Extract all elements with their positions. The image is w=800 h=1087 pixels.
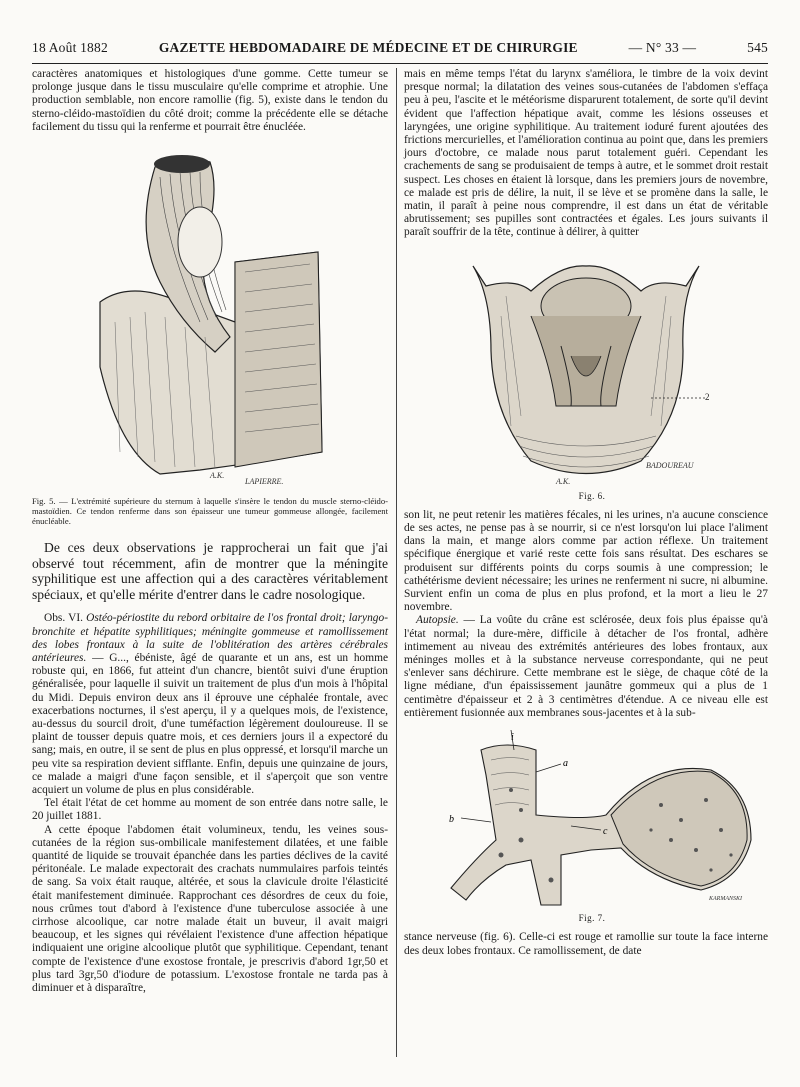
figure-7-label-c: c [603, 826, 608, 838]
paragraph: A cette époque l'abdomen était volumineux, tendu, les veines sous-cutanées de la région sus-ombilicale manifestement dilatées, et une faible quantité de liquide se trouvait épanchée dans les parties déclives de la cavité péritonéale. Le malade expectorait des crachats nummulaires parfois teintés de sang. Sa voix était rauque, altérée, et sous la clavicule droite l'élasticité était manifestement diminuée. Rapprochant ces désordres de ceux du foie, nous crûmes tout d'abord à l'existence d'une tuberculose associée à une cirrhose alcoolique, car notre malade était un buveur, il avait maigri beaucoup, et les signes qui révélaient l'existence d'une affection hépatique indiquaient une origine alcoolique plutôt que syphilitique. Cependant, tenant compte de l'existence d'une exostose frontale, je prescrivis d'abord 1gr,50 et plus tard 3gr,50 d'iodure de potassium. L'exostose frontale ne tarda pas à diminuer et à disparaître, [32, 823, 388, 995]
paragraph: mais en même temps l'état du larynx s'améliora, le timbre de la voix devint presque normal; la dilatation des veines sous-cutanées de l'abdomen s'effaça peu à peu, l'ascite et le météorisme disparurent totalement, de sorte qu'il devint évident que l'affection hépatique avait, comme les lésions osseuses et laryngées, une origine syphilitique. Au traitement ioduré furent ajoutées des frictions mercurielles, et l'amélioration continua au point que, dans les premiers jours d'octobre, ce malade nous parut totalement guéri. Cependant les crachements de sang se produisaient de temps à autre, et le sommet droit restait suspect. Les choses en étaient là lorsque, dans les premiers jours de novembre, ce malade est pris de délire, la nuit, il se lève et se promène dans la salle, le matin, il paraît à peine nous comprendre, il est dans un état de véritable abrutissement; ses pupilles sont contractées et égales. Les jours suivants il paraît souffrir de la tête, continue à délirer, à quitter [404, 68, 768, 239]
figure-5-caption: Fig. 5. — L'extrémité supérieure du sternum à laquelle s'insère le tendon du muscle sterno-cléido-mastoïdien. Ce tendon renferme dans son épaisseur une tumeur gommeuse allongée, facilement énucléable. [32, 496, 388, 527]
figure-7-label-a: a [563, 758, 568, 770]
observation-heading [32, 612, 388, 797]
header-date: 18 Août 1882 [32, 40, 108, 55]
observation-text: — G..., ébéniste, âgé de quarante et un ans, est un homme robuste qui, en 1866, fut atteint d'un chancre, bientôt suivi d'une éruption généralisée, pour laquelle il suivit un traitement de plus d'un mois à l'hôpital du Midi. Depuis environ deux ans il éprouve une céphalée frontale, avec exacerbations nocturnes, il s'est aperçu, il y a quelques mois, de l'existence, au-dessus du sourcil droit, d'une tuméfaction légèrement douloureuse. Il se plaint de tousser depuis quatre mois, et ces derniers jours il a expectoré du sang; mais, en outre, il se sent de plus en plus oppressé, et lorsqu'il marche un peu vite sa respiration devient sifflante. Enfin, depuis une quinzaine de jours, ce malade a maigri d'une façon sensible, et il s'aperçoit que son ventre acquiert un volume de plus en plus considérable. [32, 652, 388, 797]
figure-6-marker: 2 [705, 391, 710, 402]
figure-7-label-top: i [511, 732, 514, 744]
running-header [32, 40, 768, 62]
figure-5-signature-ak: A.K. [210, 471, 225, 481]
figure-5-signature-lapierre: LAPIERRE. [245, 477, 284, 487]
column-divider [396, 68, 397, 1057]
figure-6-signature-badoureau: BADOUREAU [646, 460, 694, 470]
autopsy-label: Autopsie. [416, 614, 459, 627]
paragraph: stance nerveuse (fig. 6). Celle-ci est rouge et ramollie sur toute la face interne des deux lobes frontaux. Ce ramollissement, de date [404, 931, 768, 957]
paragraph: caractères anatomiques et histologiques d'une gomme. Cette tumeur se prolonge jusque dans le tissu musculaire qu'elle comprime et atrophie. Une production semblable, non encore ramollie (fig. 5), existe dans le tendon du sterno-cléido-mastoïdien du côté droit; comme la précédente elle se détache facilement du tissu qui la renferme et pourrait être énucléée. [32, 68, 388, 133]
left-column [32, 68, 388, 995]
header-rule [32, 63, 768, 64]
figure-5-illustration [60, 152, 360, 492]
journal-title: GAZETTE HEBDOMADAIRE DE MÉDECINE ET DE CHIRURGIE [158, 40, 578, 55]
figure-6-illustration [461, 256, 711, 488]
figure-6-signature-ak: A.K. [556, 476, 571, 486]
figure-7-signature: KARMANSKI [709, 896, 742, 903]
figure-6-label: Fig. 6. [578, 490, 606, 501]
page-number: 545 [747, 40, 768, 55]
figure-7-label-b: b [449, 814, 454, 826]
paragraph: son lit, ne peut retenir les matières fécales, ni les urines, n'a aucune conscience de ses actes, ne pense pas à se nourrir, si ce n'est lorsqu'on lui place l'aliment dans la main, et mange alors comme par action réflexe. Un traitement spécifique énergique et varié reste cette fois sans résultat. Des eschares se produisent sur différents points du corps soumis à une compression; le cathétérisme devient nécessaire; les urines ne renferment ni sucre, ni albumine. Survient enfin un coma de plus en plus profond, et la mort a lieu le 27 novembre. [404, 508, 768, 614]
right-column [404, 68, 768, 958]
figure-7-illustration [411, 730, 761, 910]
paragraph: Tel était l'état de cet homme au moment de son entrée dans notre salle, le 20 juillet 1881. [32, 797, 388, 823]
autopsy-paragraph [404, 614, 768, 720]
figure-7-label: Fig. 7. [578, 913, 606, 924]
observation-label: Obs. VI. [44, 612, 83, 625]
autopsy-text: — La voûte du crâne est sclérosée, deux fois plus épaisse qu'à l'état normal; la dure-mère, difficile à détacher de l'os frontal, adhère intimement au niveau des extrémités antérieures des lobes frontaux, aux méninges molles et à la substance nerveuse correspondante, qui ne peut s'enlever sans déchirure. Cette membrane est le siège, de chaque côté de la ligne médiane, d'un épaississement jaunâtre gommeux qui a plus de 1 centimètre d'épaisseur et 2 à 3 centimètres d'étendue. A ce niveau elle est entièrement fusionnée aux membranes sous-jacentes et à la sub- [404, 614, 768, 719]
observation-title: Ostéo-périostite du rebord orbitaire de l'os frontal droit; laryngo-bronchite et hépatite syphilitiques; méningite gommeuse et ramollissement des lobes frontaux à la suite de l'oblitération des artères cérébrales antérieures. [32, 612, 388, 664]
issue-number: — N° 33 — [628, 40, 697, 55]
paragraph-large: De ces deux observations je rapprocherai un fait que j'ai observé tout récemment, afin de montrer que la méningite syphilitique est une affection qui a des caractères véritablement spéciaux, et qu'elle mérite d'entrer dans le cadre nosologique. [32, 540, 388, 602]
